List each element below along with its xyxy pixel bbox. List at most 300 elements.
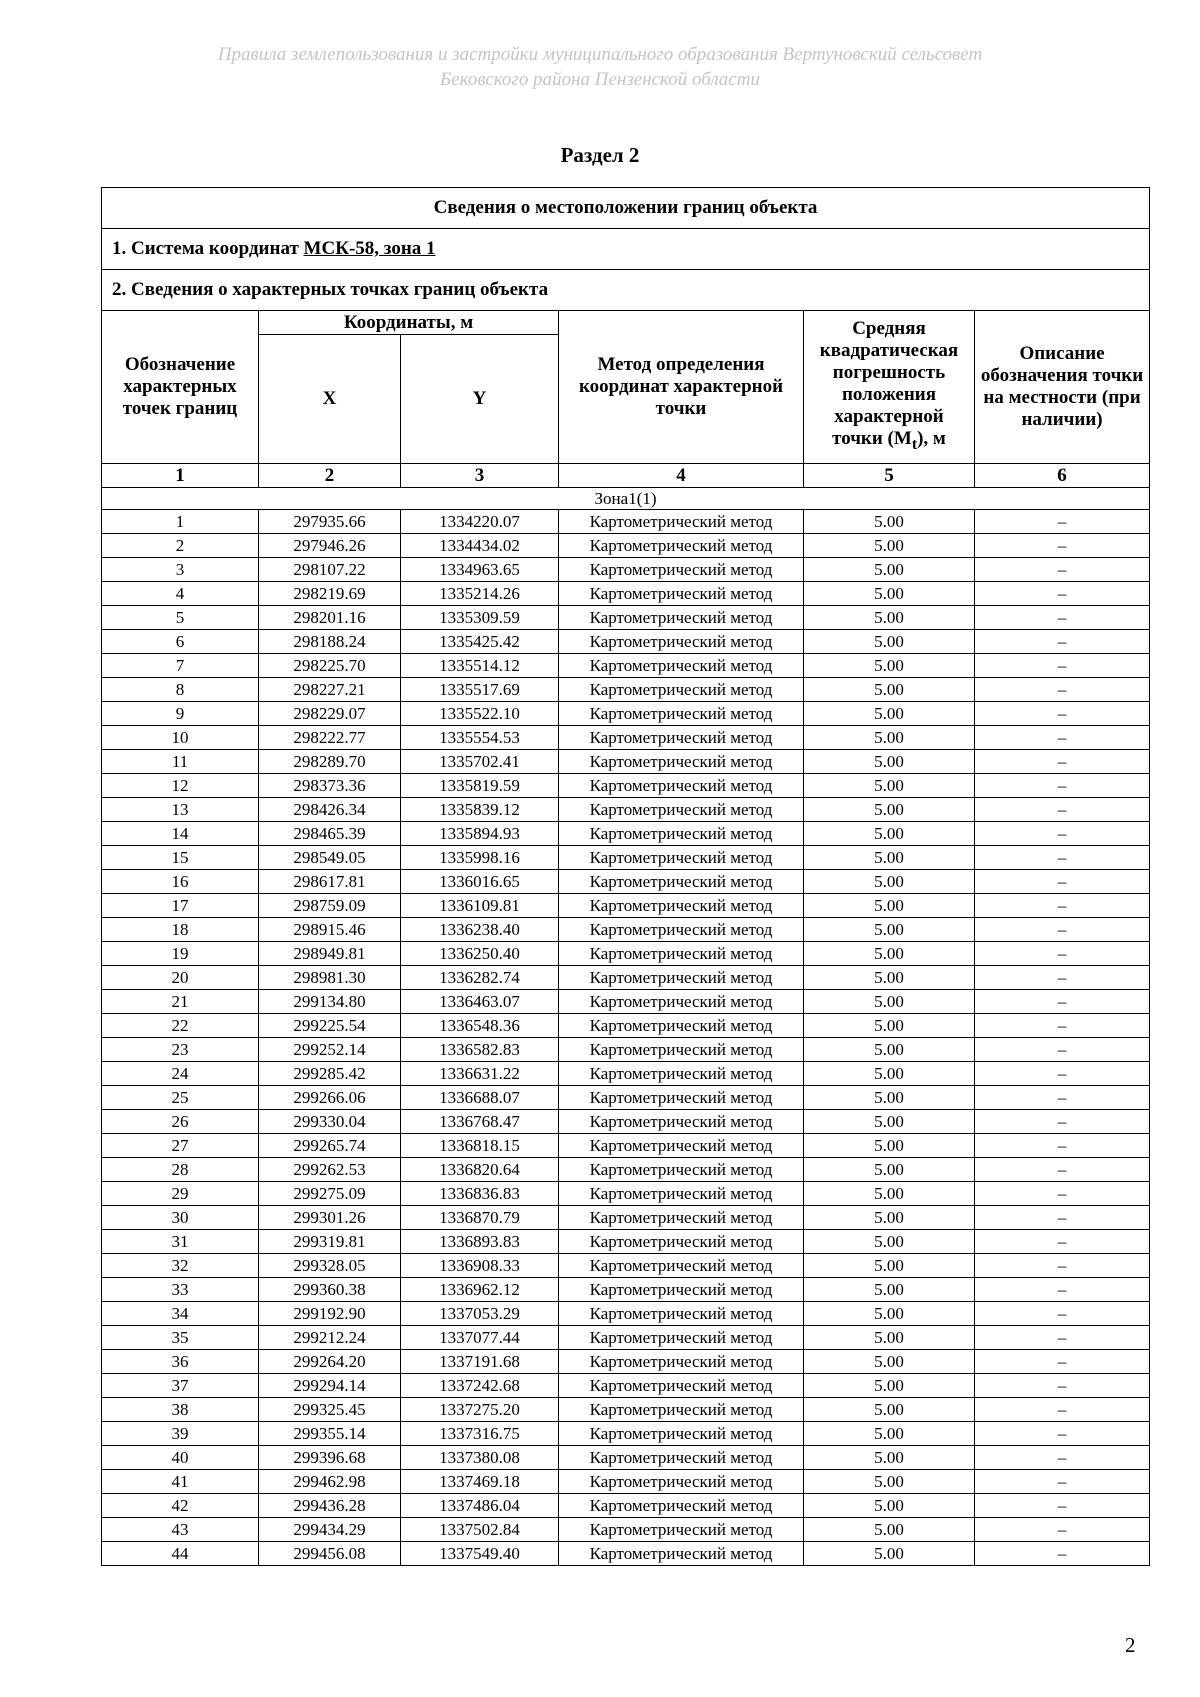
- table-row: [102, 1494, 1150, 1518]
- point-description: –: [975, 510, 1150, 534]
- point-error: 5.00: [804, 1398, 975, 1422]
- section-title: Раздел 2: [560, 143, 640, 167]
- point-y: 1337486.04: [401, 1494, 559, 1518]
- point-number: 32: [102, 1254, 259, 1278]
- point-number: 8: [102, 678, 259, 702]
- point-x: 298373.36: [259, 774, 401, 798]
- header-row-1: [102, 311, 1150, 335]
- point-y: 1336688.07: [401, 1086, 559, 1110]
- table-row: [102, 894, 1150, 918]
- point-description: –: [975, 1254, 1150, 1278]
- point-number: 13: [102, 798, 259, 822]
- table-row: [102, 750, 1150, 774]
- point-y: 1336893.83: [401, 1230, 559, 1254]
- point-method: Картометрический метод: [559, 582, 804, 606]
- point-y: 1337191.68: [401, 1350, 559, 1374]
- point-number: 3: [102, 558, 259, 582]
- point-x: 299456.08: [259, 1542, 401, 1566]
- table-row: [102, 1398, 1150, 1422]
- point-description: –: [975, 630, 1150, 654]
- point-x: 299319.81: [259, 1230, 401, 1254]
- point-description: –: [975, 1062, 1150, 1086]
- points-heading-row: [102, 270, 1150, 311]
- point-number: 12: [102, 774, 259, 798]
- point-x: 298201.16: [259, 606, 401, 630]
- point-x: 299294.14: [259, 1374, 401, 1398]
- point-description: –: [975, 702, 1150, 726]
- point-method: Картометрический метод: [559, 606, 804, 630]
- point-method: Картометрический метод: [559, 1302, 804, 1326]
- point-x: 299328.05: [259, 1254, 401, 1278]
- table-row: [102, 654, 1150, 678]
- point-y: 1336908.33: [401, 1254, 559, 1278]
- point-y: 1336238.40: [401, 918, 559, 942]
- table-row: [102, 702, 1150, 726]
- point-method: Картометрический метод: [559, 942, 804, 966]
- point-x: 298225.70: [259, 654, 401, 678]
- coord-system-cell: [102, 229, 1150, 270]
- points-heading: 2. Сведения о характерных точках границ объекта: [102, 270, 1150, 311]
- table-row: [102, 822, 1150, 846]
- point-method: Картометрический метод: [559, 1038, 804, 1062]
- point-error: 5.00: [804, 918, 975, 942]
- point-error: 5.00: [804, 630, 975, 654]
- point-number: 38: [102, 1398, 259, 1422]
- point-error: 5.00: [804, 774, 975, 798]
- table-title: Сведения о местоположении границ объекта: [102, 188, 1150, 229]
- point-x: 299355.14: [259, 1422, 401, 1446]
- point-error: 5.00: [804, 1254, 975, 1278]
- point-y: 1337275.20: [401, 1398, 559, 1422]
- table-row: [102, 678, 1150, 702]
- point-error: 5.00: [804, 1542, 975, 1566]
- point-error: 5.00: [804, 510, 975, 534]
- point-description: –: [975, 1158, 1150, 1182]
- point-number: 30: [102, 1206, 259, 1230]
- header-line-1: Правила землепользования и застройки муниципального образования Вертуновский сельсовет: [217, 44, 983, 65]
- column-number: 1: [102, 464, 259, 488]
- point-y: 1336962.12: [401, 1278, 559, 1302]
- point-method: Картометрический метод: [559, 1494, 804, 1518]
- point-y: 1336548.36: [401, 1014, 559, 1038]
- point-method: Картометрический метод: [559, 702, 804, 726]
- point-x: 298222.77: [259, 726, 401, 750]
- point-y: 1335517.69: [401, 678, 559, 702]
- point-method: Картометрический метод: [559, 1398, 804, 1422]
- point-y: 1336250.40: [401, 942, 559, 966]
- point-error: 5.00: [804, 1182, 975, 1206]
- point-error: 5.00: [804, 750, 975, 774]
- point-number: 43: [102, 1518, 259, 1542]
- point-method: Картометрический метод: [559, 750, 804, 774]
- point-description: –: [975, 774, 1150, 798]
- point-x: 299192.90: [259, 1302, 401, 1326]
- point-number: 14: [102, 822, 259, 846]
- point-x: 297946.26: [259, 534, 401, 558]
- header-error: [804, 311, 975, 464]
- point-description: –: [975, 1470, 1150, 1494]
- point-x: 299212.24: [259, 1326, 401, 1350]
- point-description: –: [975, 846, 1150, 870]
- point-error: 5.00: [804, 702, 975, 726]
- point-x: 299265.74: [259, 1134, 401, 1158]
- point-x: 299275.09: [259, 1182, 401, 1206]
- point-number: 7: [102, 654, 259, 678]
- point-y: 1335819.59: [401, 774, 559, 798]
- point-description: –: [975, 534, 1150, 558]
- point-description: –: [975, 1374, 1150, 1398]
- point-x: 298289.70: [259, 750, 401, 774]
- point-error: 5.00: [804, 894, 975, 918]
- point-x: 299225.54: [259, 1014, 401, 1038]
- point-y: 1335214.26: [401, 582, 559, 606]
- zone-label: Зона1(1): [102, 488, 1150, 510]
- point-number: 6: [102, 630, 259, 654]
- header-y: Y: [401, 335, 559, 464]
- header-error-text: Средняя квадратическая погрешность положения характерной точки (М: [819, 318, 959, 450]
- point-y: 1335554.53: [401, 726, 559, 750]
- point-method: Картометрический метод: [559, 822, 804, 846]
- point-error: 5.00: [804, 1302, 975, 1326]
- point-number: 24: [102, 1062, 259, 1086]
- table-row: [102, 1542, 1150, 1566]
- point-error: 5.00: [804, 1470, 975, 1494]
- column-number: 4: [559, 464, 804, 488]
- point-method: Картометрический метод: [559, 654, 804, 678]
- point-number: 29: [102, 1182, 259, 1206]
- point-description: –: [975, 1134, 1150, 1158]
- point-number: 26: [102, 1110, 259, 1134]
- point-x: 297935.66: [259, 510, 401, 534]
- point-y: 1337242.68: [401, 1374, 559, 1398]
- point-number: 15: [102, 846, 259, 870]
- point-error: 5.00: [804, 1086, 975, 1110]
- table-row: [102, 1254, 1150, 1278]
- point-number: 41: [102, 1470, 259, 1494]
- table-row: [102, 1014, 1150, 1038]
- point-method: Картометрический метод: [559, 1014, 804, 1038]
- point-error: 5.00: [804, 990, 975, 1014]
- point-description: –: [975, 1518, 1150, 1542]
- point-description: –: [975, 606, 1150, 630]
- point-number: 31: [102, 1230, 259, 1254]
- point-x: 298219.69: [259, 582, 401, 606]
- point-method: Картометрический метод: [559, 1062, 804, 1086]
- table-row: [102, 1446, 1150, 1470]
- table-row: [102, 1086, 1150, 1110]
- point-method: Картометрический метод: [559, 1470, 804, 1494]
- point-x: 299252.14: [259, 1038, 401, 1062]
- point-error: 5.00: [804, 1038, 975, 1062]
- point-description: –: [975, 1206, 1150, 1230]
- point-description: –: [975, 1278, 1150, 1302]
- point-description: –: [975, 558, 1150, 582]
- point-method: Картометрический метод: [559, 558, 804, 582]
- point-number: 39: [102, 1422, 259, 1446]
- point-number: 23: [102, 1038, 259, 1062]
- document-header-note: [150, 42, 1050, 92]
- point-description: –: [975, 798, 1150, 822]
- point-description: –: [975, 726, 1150, 750]
- point-error: 5.00: [804, 1014, 975, 1038]
- point-description: –: [975, 870, 1150, 894]
- point-x: 299285.42: [259, 1062, 401, 1086]
- point-x: 299436.28: [259, 1494, 401, 1518]
- point-method: Картометрический метод: [559, 1158, 804, 1182]
- point-method: Картометрический метод: [559, 846, 804, 870]
- point-y: 1337053.29: [401, 1302, 559, 1326]
- point-x: 299396.68: [259, 1446, 401, 1470]
- point-y: 1335425.42: [401, 630, 559, 654]
- point-number: 17: [102, 894, 259, 918]
- point-x: 298229.07: [259, 702, 401, 726]
- point-method: Картометрический метод: [559, 1230, 804, 1254]
- point-y: 1336836.83: [401, 1182, 559, 1206]
- point-method: Картометрический метод: [559, 678, 804, 702]
- header-x: X: [259, 335, 401, 464]
- point-x: 299266.06: [259, 1086, 401, 1110]
- point-y: 1336282.74: [401, 966, 559, 990]
- table-row: [102, 774, 1150, 798]
- table-title-row: [102, 188, 1150, 229]
- point-number: 33: [102, 1278, 259, 1302]
- point-error: 5.00: [804, 1134, 975, 1158]
- point-method: Картометрический метод: [559, 1350, 804, 1374]
- table-row: [102, 870, 1150, 894]
- point-method: Картометрический метод: [559, 534, 804, 558]
- point-error: 5.00: [804, 1350, 975, 1374]
- point-method: Картометрический метод: [559, 774, 804, 798]
- table-row: [102, 1326, 1150, 1350]
- point-description: –: [975, 1038, 1150, 1062]
- column-number: 6: [975, 464, 1150, 488]
- point-error: 5.00: [804, 1446, 975, 1470]
- point-x: 299434.29: [259, 1518, 401, 1542]
- point-x: 299264.20: [259, 1350, 401, 1374]
- header-error-unit: ), м: [917, 428, 946, 450]
- header-description: Описание обозначения точки на местности (при наличии): [975, 311, 1150, 464]
- point-number: 22: [102, 1014, 259, 1038]
- point-number: 42: [102, 1494, 259, 1518]
- point-number: 9: [102, 702, 259, 726]
- point-number: 35: [102, 1326, 259, 1350]
- boundary-points-table: [101, 187, 1150, 1566]
- point-description: –: [975, 942, 1150, 966]
- point-method: Картометрический метод: [559, 1206, 804, 1230]
- point-y: 1334963.65: [401, 558, 559, 582]
- table-row: [102, 1206, 1150, 1230]
- point-description: –: [975, 582, 1150, 606]
- point-number: 18: [102, 918, 259, 942]
- point-y: 1336463.07: [401, 990, 559, 1014]
- table-row: [102, 1518, 1150, 1542]
- header-error-subscript: t: [911, 435, 918, 453]
- point-error: 5.00: [804, 582, 975, 606]
- point-description: –: [975, 1494, 1150, 1518]
- point-method: Картометрический метод: [559, 918, 804, 942]
- table-row: [102, 606, 1150, 630]
- point-method: Картометрический метод: [559, 510, 804, 534]
- header-line-2: Бековского района Пензенской области: [440, 69, 760, 90]
- point-x: 299134.80: [259, 990, 401, 1014]
- point-description: –: [975, 822, 1150, 846]
- point-method: Картометрический метод: [559, 726, 804, 750]
- point-error: 5.00: [804, 1422, 975, 1446]
- point-error: 5.00: [804, 606, 975, 630]
- point-error: 5.00: [804, 1326, 975, 1350]
- point-error: 5.00: [804, 1374, 975, 1398]
- table-row: [102, 1374, 1150, 1398]
- table-row: [102, 510, 1150, 534]
- page-number: 2: [1125, 1633, 1136, 1657]
- point-error: 5.00: [804, 1278, 975, 1302]
- point-error: 5.00: [804, 1518, 975, 1542]
- point-method: Картометрический метод: [559, 894, 804, 918]
- table-row: [102, 726, 1150, 750]
- table-row: [102, 798, 1150, 822]
- point-error: 5.00: [804, 654, 975, 678]
- point-number: 21: [102, 990, 259, 1014]
- point-description: –: [975, 750, 1150, 774]
- point-x: 299360.38: [259, 1278, 401, 1302]
- point-number: 20: [102, 966, 259, 990]
- table-row: [102, 1110, 1150, 1134]
- point-y: 1337502.84: [401, 1518, 559, 1542]
- column-number: 5: [804, 464, 975, 488]
- table-row: [102, 1038, 1150, 1062]
- point-description: –: [975, 1542, 1150, 1566]
- point-description: –: [975, 1326, 1150, 1350]
- point-x: 299462.98: [259, 1470, 401, 1494]
- column-number: 2: [259, 464, 401, 488]
- point-y: 1335839.12: [401, 798, 559, 822]
- point-y: 1337469.18: [401, 1470, 559, 1494]
- point-number: 19: [102, 942, 259, 966]
- table-row: [102, 1422, 1150, 1446]
- point-method: Картометрический метод: [559, 630, 804, 654]
- table-row: [102, 558, 1150, 582]
- point-number: 11: [102, 750, 259, 774]
- point-method: Картометрический метод: [559, 1326, 804, 1350]
- point-y: 1337077.44: [401, 1326, 559, 1350]
- point-number: 40: [102, 1446, 259, 1470]
- point-error: 5.00: [804, 822, 975, 846]
- point-method: Картометрический метод: [559, 1134, 804, 1158]
- point-x: 298465.39: [259, 822, 401, 846]
- point-y: 1334434.02: [401, 534, 559, 558]
- point-description: –: [975, 966, 1150, 990]
- table-row: [102, 630, 1150, 654]
- point-error: 5.00: [804, 558, 975, 582]
- point-description: –: [975, 990, 1150, 1014]
- point-y: 1336820.64: [401, 1158, 559, 1182]
- point-y: 1336582.83: [401, 1038, 559, 1062]
- point-x: 298107.22: [259, 558, 401, 582]
- coord-system-row: [102, 229, 1150, 270]
- point-number: 16: [102, 870, 259, 894]
- point-method: Картометрический метод: [559, 966, 804, 990]
- point-description: –: [975, 1230, 1150, 1254]
- point-y: 1336016.65: [401, 870, 559, 894]
- table-row: [102, 534, 1150, 558]
- table-row: [102, 582, 1150, 606]
- point-error: 5.00: [804, 846, 975, 870]
- table-row: [102, 1230, 1150, 1254]
- point-x: 298915.46: [259, 918, 401, 942]
- point-number: 37: [102, 1374, 259, 1398]
- point-y: 1335309.59: [401, 606, 559, 630]
- table-row: [102, 846, 1150, 870]
- point-description: –: [975, 894, 1150, 918]
- point-description: –: [975, 678, 1150, 702]
- point-description: –: [975, 1446, 1150, 1470]
- table-row: [102, 1062, 1150, 1086]
- point-method: Картометрический метод: [559, 1518, 804, 1542]
- point-y: 1337316.75: [401, 1422, 559, 1446]
- point-y: 1335894.93: [401, 822, 559, 846]
- point-y: 1336818.15: [401, 1134, 559, 1158]
- point-number: 4: [102, 582, 259, 606]
- point-method: Картометрический метод: [559, 1182, 804, 1206]
- table-row: [102, 1134, 1150, 1158]
- point-x: 298227.21: [259, 678, 401, 702]
- table-row: [102, 990, 1150, 1014]
- point-y: 1336631.22: [401, 1062, 559, 1086]
- point-x: 299325.45: [259, 1398, 401, 1422]
- table-row: [102, 1302, 1150, 1326]
- point-method: Картометрический метод: [559, 1086, 804, 1110]
- point-error: 5.00: [804, 534, 975, 558]
- point-error: 5.00: [804, 798, 975, 822]
- point-method: Картометрический метод: [559, 1422, 804, 1446]
- point-number: 5: [102, 606, 259, 630]
- point-error: 5.00: [804, 1158, 975, 1182]
- point-method: Картометрический метод: [559, 990, 804, 1014]
- point-description: –: [975, 1398, 1150, 1422]
- table-row: [102, 1350, 1150, 1374]
- point-method: Картометрический метод: [559, 1254, 804, 1278]
- table-row: [102, 1470, 1150, 1494]
- point-method: Картометрический метод: [559, 798, 804, 822]
- point-y: 1335514.12: [401, 654, 559, 678]
- point-number: 36: [102, 1350, 259, 1374]
- table-row: [102, 966, 1150, 990]
- point-x: 298188.24: [259, 630, 401, 654]
- point-x: 299330.04: [259, 1110, 401, 1134]
- point-x: 298759.09: [259, 894, 401, 918]
- header-method: Метод определения координат характерной точки: [559, 311, 804, 464]
- header-designation: Обозначение характерных точек границ: [102, 311, 259, 464]
- point-description: –: [975, 1350, 1150, 1374]
- point-number: 27: [102, 1134, 259, 1158]
- point-method: Картометрический метод: [559, 1446, 804, 1470]
- point-error: 5.00: [804, 1062, 975, 1086]
- point-number: 1: [102, 510, 259, 534]
- point-number: 44: [102, 1542, 259, 1566]
- point-x: 298549.05: [259, 846, 401, 870]
- header-coords-group: Координаты, м: [259, 311, 559, 335]
- point-number: 25: [102, 1086, 259, 1110]
- table-row: [102, 1182, 1150, 1206]
- point-error: 5.00: [804, 966, 975, 990]
- point-y: 1335702.41: [401, 750, 559, 774]
- point-error: 5.00: [804, 726, 975, 750]
- column-numbers-row: [102, 464, 1150, 488]
- point-x: 298949.81: [259, 942, 401, 966]
- table-row: [102, 1278, 1150, 1302]
- point-error: 5.00: [804, 678, 975, 702]
- point-number: 28: [102, 1158, 259, 1182]
